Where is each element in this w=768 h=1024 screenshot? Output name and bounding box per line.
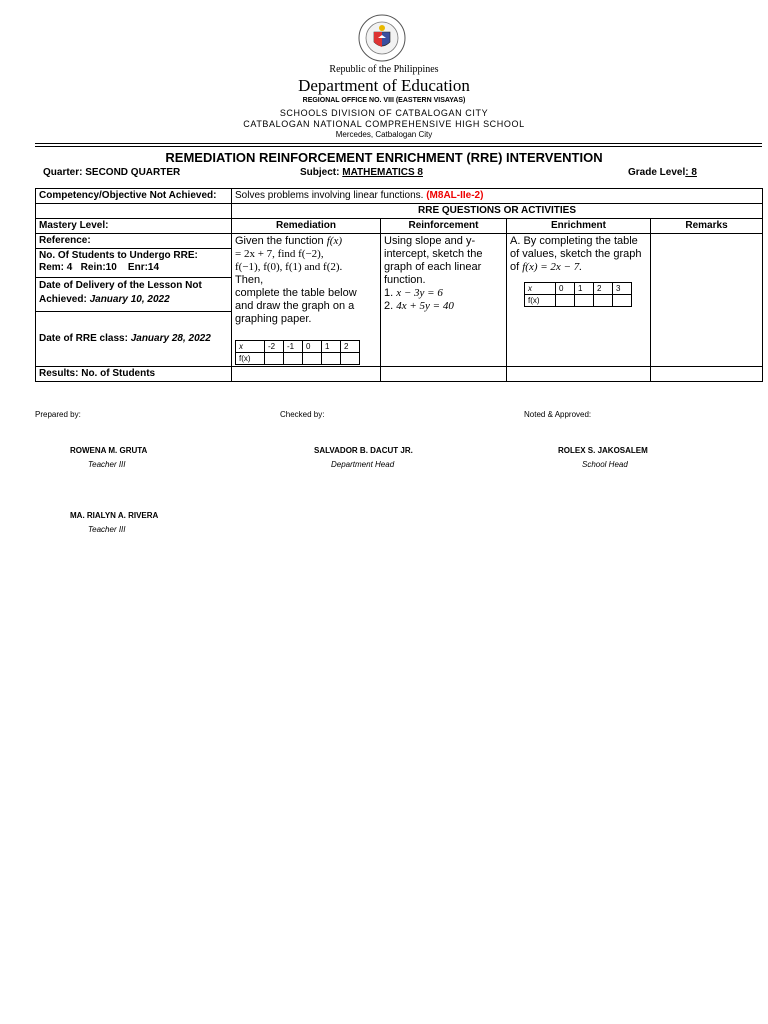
results-cell: [381, 367, 507, 382]
remediation-function: f(x): [326, 235, 342, 247]
students-counts: Rem: 4 Rein:10 Enr:14: [39, 262, 160, 273]
remediation-line2: = 2x + 7, find f(−2),: [235, 248, 324, 260]
reinforcement-text: Using slope and y-intercept, sketch the graph of each linear function.: [384, 235, 483, 286]
remediation-line3: f(−1), f(0), f(1) and f(2).: [235, 261, 343, 273]
reinforcement-item2-num: 2.: [384, 300, 397, 312]
mini-cell: f(x): [236, 353, 265, 365]
col-enrichment: Enrichment: [507, 219, 651, 234]
mini-cell: [613, 295, 632, 307]
signatory-title: Teacher III: [88, 525, 126, 534]
document-title: REMEDIATION REINFORCEMENT ENRICHMENT (RRE) INTERVENTION: [165, 150, 603, 165]
rre-class-date: January 28, 2022: [130, 333, 211, 344]
students-label: No. Of Students to Undergo RRE:: [39, 250, 198, 261]
mini-cell: [284, 353, 303, 365]
competency-value-cell: [232, 189, 763, 204]
reinforcement-cell: [381, 234, 507, 367]
remediation-values-table: [235, 340, 360, 365]
signatory-name: MA. RIALYN A. RIVERA: [70, 511, 159, 520]
reinforcement-item1-num: 1.: [384, 287, 397, 299]
republic-label: Republic of the Philippines: [329, 64, 439, 75]
remediation-line4: Then,: [235, 274, 264, 286]
school-address: Mercedes, Catbalogan City: [335, 130, 433, 139]
reinforcement-item2: 4x + 5y = 40: [396, 300, 454, 312]
column-header-row: [36, 219, 763, 234]
grade-level-label: Grade Level: [628, 167, 686, 178]
signatory-title: Teacher III: [88, 460, 126, 469]
signatory-title: School Head: [582, 460, 628, 469]
delivery-date: January 10, 2022: [89, 294, 170, 306]
mini-cell: 0: [556, 283, 575, 295]
mini-cell: -2: [265, 341, 284, 353]
school-name: CATBALOGAN NATIONAL COMPREHENSIVE HIGH SCHOOL: [243, 119, 525, 129]
results-cell: [507, 367, 651, 382]
grade-level-value: : 8: [685, 167, 697, 178]
header-divider-thin: [35, 146, 762, 147]
grade-level-field: [628, 167, 697, 178]
mini-cell: x: [236, 341, 265, 353]
rre-class-label: Date of RRE class:: [39, 333, 128, 344]
results-label: Results: No. of Students: [36, 367, 232, 382]
section-header-row: [36, 204, 763, 219]
reference-row: [36, 234, 763, 249]
header-divider: [35, 143, 762, 144]
subject-value: MATHEMATICS 8: [342, 167, 423, 178]
noted-by-label: Noted & Approved:: [524, 410, 592, 419]
mini-cell: -1: [284, 341, 303, 353]
mini-cell: [322, 353, 341, 365]
division-name: SCHOOLS DIVISION OF CATBALOGAN CITY: [279, 108, 489, 118]
rre-class-cell: [36, 312, 232, 367]
remediation-line1: Given the function: [235, 235, 327, 247]
subject-field: [300, 167, 423, 178]
subject-label: Subject:: [300, 167, 343, 178]
mini-cell: 1: [575, 283, 594, 295]
mini-cell: 2: [594, 283, 613, 295]
enrichment-function: f(x) = 2x − 7.: [522, 261, 582, 273]
deped-seal-icon: [358, 14, 406, 62]
mini-cell: 2: [341, 341, 360, 353]
rre-table: [35, 188, 763, 382]
signatory-name: ROLEX S. JAKOSALEM: [558, 446, 648, 455]
results-cell: [232, 367, 381, 382]
reinforcement-item1: x − 3y = 6: [396, 287, 443, 299]
mini-cell: f(x): [525, 295, 556, 307]
enrichment-cell: [507, 234, 651, 367]
students-cell: [36, 249, 232, 278]
results-row: [36, 367, 763, 382]
reference-label: Reference:: [36, 234, 232, 249]
mastery-label: Mastery Level:: [36, 219, 232, 234]
mini-cell: [556, 295, 575, 307]
mini-cell: [594, 295, 613, 307]
signatory-name: ROWENA M. GRUTA: [70, 446, 148, 455]
signatory-title: Department Head: [331, 460, 395, 469]
section-header: RRE QUESTIONS OR ACTIVITIES: [232, 204, 763, 219]
mini-cell: [265, 353, 284, 365]
enrichment-values-table: [524, 282, 632, 307]
delivery-label: Date of Delivery of the Lesson Not Achieved:: [39, 280, 202, 306]
mini-cell: 1: [322, 341, 341, 353]
prepared-by-label: Prepared by:: [35, 410, 81, 419]
remarks-cell: [651, 234, 763, 367]
col-reinforcement: Reinforcement: [381, 219, 507, 234]
regional-office: REGIONAL OFFICE NO. VIII (EASTERN VISAYAS): [302, 97, 466, 104]
delivery-cell: [36, 278, 232, 312]
results-cell: [651, 367, 763, 382]
mini-cell: 0: [303, 341, 322, 353]
checked-by-label: Checked by:: [280, 410, 325, 419]
competency-label: Competency/Objective Not Achieved:: [36, 189, 232, 204]
department-title: Department of Education: [298, 76, 470, 95]
mini-cell: 3: [613, 283, 632, 295]
mini-cell: [575, 295, 594, 307]
competency-row: [36, 189, 763, 204]
competency-code: (M8AL-IIe-2): [426, 190, 484, 201]
enrichment-text: A. By completing the table of values, sketch the graph of: [510, 235, 642, 273]
mini-cell: x: [525, 283, 556, 295]
signatory-name: SALVADOR B. DACUT JR.: [314, 446, 413, 455]
remediation-line5: complete the table below and draw the graph on a graphing paper.: [235, 287, 357, 325]
mini-cell: [303, 353, 322, 365]
competency-value: Solves problems involving linear functions.: [235, 190, 424, 201]
mini-cell: [341, 353, 360, 365]
quarter-label: Quarter: SECOND QUARTER: [43, 167, 181, 178]
remediation-cell: [232, 234, 381, 367]
col-remediation: Remediation: [232, 219, 381, 234]
col-remarks: Remarks: [651, 219, 763, 234]
